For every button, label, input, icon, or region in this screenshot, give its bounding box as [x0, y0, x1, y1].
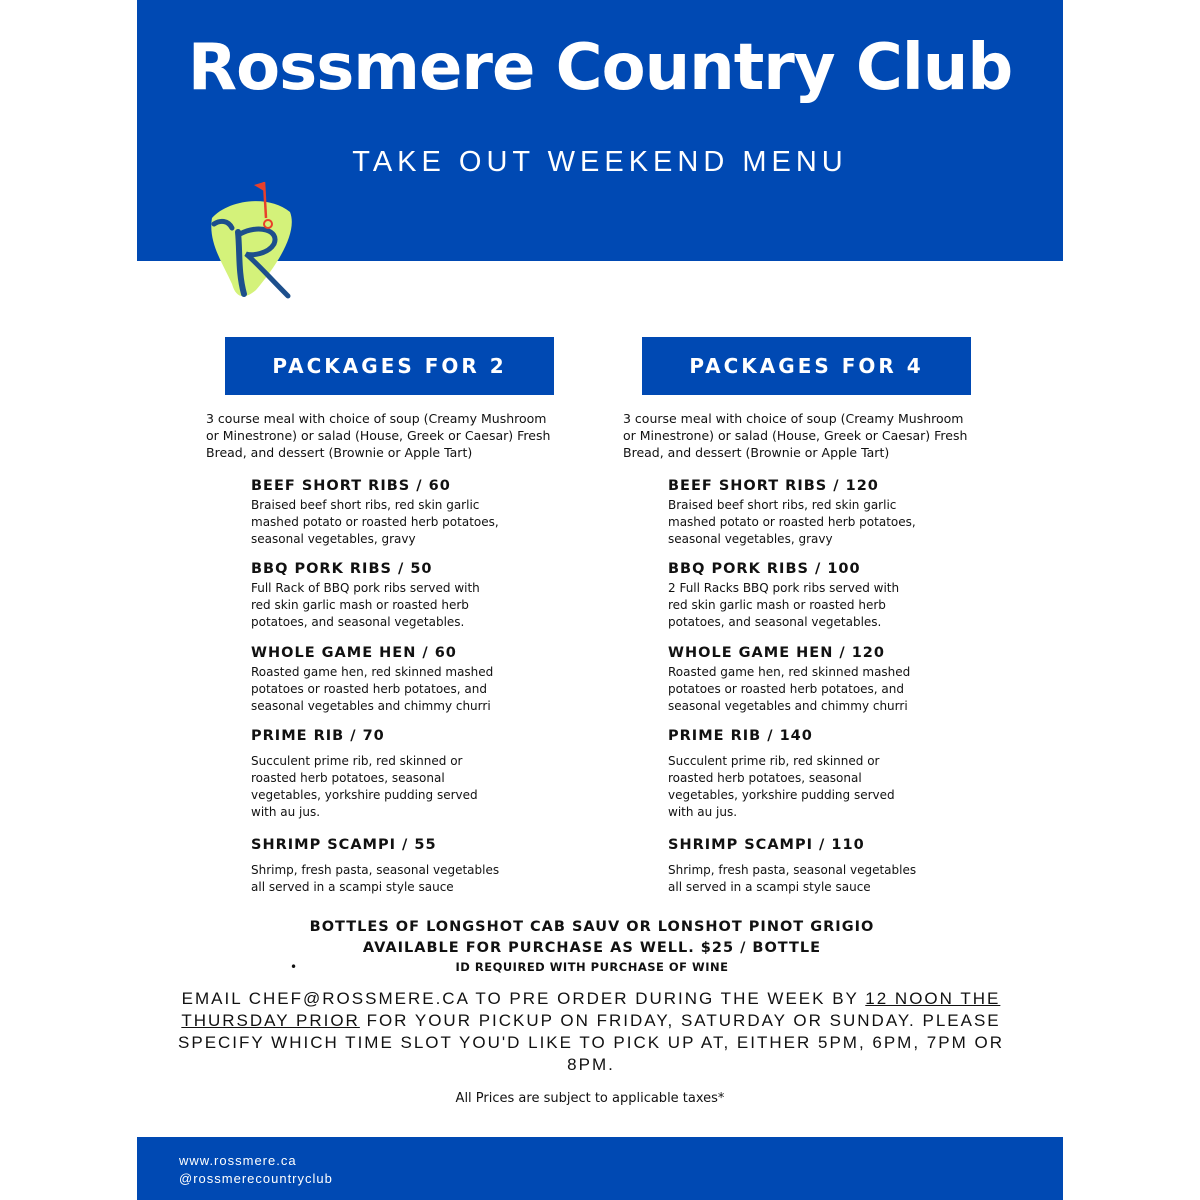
menu-item-description: [251, 580, 541, 631]
desc-line: roasted herb potatoes, seasonal: [251, 771, 445, 785]
order-text: FOR YOUR PICKUP ON FRIDAY, SATURDAY OR SUNDAY. PLEASE SPECIFY WHICH TIME SLOT YOU'D LIKE TO PICK UP AT, EITHER 5PM, 6PM, 7PM OR 8PM.: [178, 1011, 1004, 1074]
menu-item: [668, 643, 958, 715]
menu-item-description: [251, 497, 541, 548]
desc-line: vegetables, yorkshire pudding served: [251, 788, 478, 802]
menu-item-description: [251, 862, 541, 896]
desc-line: with au jus.: [668, 805, 738, 819]
order-instructions: [168, 988, 1014, 1076]
menu-item: [668, 559, 958, 631]
desc-line: red skin garlic mash or roasted herb: [668, 598, 886, 612]
desc-line: Roasted game hen, red skinned mashed: [668, 665, 911, 679]
wine-line: BOTTLES OF LONGSHOT CAB SAUV OR LONSHOT PINOT GRIGIO: [309, 919, 875, 935]
intro-line: 3 course meal with choice of soup (Creamy Mushroom: [206, 411, 547, 426]
intro-line: or Minestrone) or salad (House, Greek or Caesar) Fresh: [623, 428, 968, 443]
desc-line: Full Rack of BBQ pork ribs served with: [251, 581, 480, 595]
desc-line: Shrimp, fresh pasta, seasonal vegetables: [251, 863, 500, 877]
menu-item: [668, 835, 958, 896]
desc-line: seasonal vegetables and chimmy churri: [668, 699, 908, 713]
desc-line: red skin garlic mash or roasted herb: [251, 598, 469, 612]
menu-item-name: BBQ PORK RIBS / 100: [668, 561, 861, 577]
menu-item-name: BEEF SHORT RIBS / 120: [668, 478, 879, 494]
desc-line: Braised beef short ribs, red skin garlic: [668, 498, 897, 512]
footer-banner: [137, 1137, 1063, 1200]
menu-item-name: PRIME RIB / 70: [251, 728, 385, 744]
menu-item-name: SHRIMP SCAMPI / 110: [668, 837, 865, 853]
package-4-intro: [623, 410, 993, 461]
menu-item: [668, 476, 958, 548]
desc-line: seasonal vegetables, gravy: [251, 532, 416, 546]
menu-item-description: [668, 664, 958, 715]
menu-item-description: [251, 753, 541, 821]
desc-line: seasonal vegetables, gravy: [668, 532, 833, 546]
menu-item: [668, 726, 958, 821]
menu-item: [251, 559, 541, 631]
desc-line: Braised beef short ribs, red skin garlic: [251, 498, 480, 512]
social-handle[interactable]: @rossmerecountryclub: [179, 1171, 333, 1186]
id-required-note: ID REQUIRED WITH PURCHASE OF WINE: [455, 960, 729, 974]
website-link[interactable]: www.rossmere.ca: [179, 1153, 297, 1168]
desc-line: roasted herb potatoes, seasonal: [668, 771, 862, 785]
intro-line: Bread, and dessert (Brownie or Apple Tart): [206, 445, 473, 460]
desc-line: Shrimp, fresh pasta, seasonal vegetables: [668, 863, 917, 877]
menu-item-description: [668, 862, 958, 896]
intro-line: or Minestrone) or salad (House, Greek or Caesar) Fresh: [206, 428, 551, 443]
desc-line: Succulent prime rib, red skinned or: [251, 754, 463, 768]
club-title: Rossmere Country Club: [187, 31, 1013, 105]
menu-subtitle: TAKE OUT WEEKEND MENU: [352, 146, 848, 178]
desc-line: all served in a scampi style sauce: [668, 880, 871, 894]
desc-line: potatoes or roasted herb potatoes, and: [668, 682, 904, 696]
menu-item-description: [668, 580, 958, 631]
desc-line: potatoes, and seasonal vegetables.: [251, 615, 465, 629]
menu-item: [251, 835, 541, 896]
order-deadline: 12 NOON THE THURSDAY PRIOR: [181, 989, 1001, 1030]
menu-item: [251, 476, 541, 548]
desc-line: 2 Full Racks BBQ pork ribs served with: [668, 581, 900, 595]
desc-line: vegetables, yorkshire pudding served: [668, 788, 895, 802]
menu-item-name: SHRIMP SCAMPI / 55: [251, 837, 437, 853]
desc-line: with au jus.: [251, 805, 321, 819]
intro-line: 3 course meal with choice of soup (Creamy Mushroom: [623, 411, 964, 426]
desc-line: potatoes or roasted herb potatoes, and: [251, 682, 487, 696]
desc-line: seasonal vegetables and chimmy churri: [251, 699, 491, 713]
menu-item: [251, 726, 541, 821]
wine-line: AVAILABLE FOR PURCHASE AS WELL. $25 / BOTTLE: [362, 940, 822, 956]
order-text: EMAIL CHEF@ROSSMERE.CA TO PRE ORDER DURING THE WEEK BY: [181, 989, 866, 1008]
packages-for-2-heading: PACKAGES FOR 2: [225, 337, 554, 395]
taxes-note: All Prices are subject to applicable taxes*: [455, 1091, 725, 1106]
desc-line: all served in a scampi style sauce: [251, 880, 454, 894]
wine-offer: [180, 917, 1004, 959]
bullet-point: •: [290, 960, 298, 974]
menu-item-name: PRIME RIB / 140: [668, 728, 813, 744]
intro-line: Bread, and dessert (Brownie or Apple Tart): [623, 445, 890, 460]
desc-line: Roasted game hen, red skinned mashed: [251, 665, 494, 679]
packages-for-4-heading: PACKAGES FOR 4: [642, 337, 971, 395]
menu-item-description: [668, 753, 958, 821]
desc-line: Succulent prime rib, red skinned or: [668, 754, 880, 768]
menu-item-name: WHOLE GAME HEN / 60: [251, 645, 457, 661]
desc-line: potatoes, and seasonal vegetables.: [668, 615, 882, 629]
desc-line: mashed potato or roasted herb potatoes,: [251, 515, 499, 529]
package-2-intro: [206, 410, 576, 461]
menu-item-name: BBQ PORK RIBS / 50: [251, 561, 433, 577]
desc-line: mashed potato or roasted herb potatoes,: [668, 515, 916, 529]
menu-item-description: [251, 664, 541, 715]
menu-item: [251, 643, 541, 715]
menu-item-name: BEEF SHORT RIBS / 60: [251, 478, 451, 494]
menu-item-name: WHOLE GAME HEN / 120: [668, 645, 885, 661]
menu-item-description: [668, 497, 958, 548]
golf-flag-r-logo-icon: [198, 172, 302, 304]
